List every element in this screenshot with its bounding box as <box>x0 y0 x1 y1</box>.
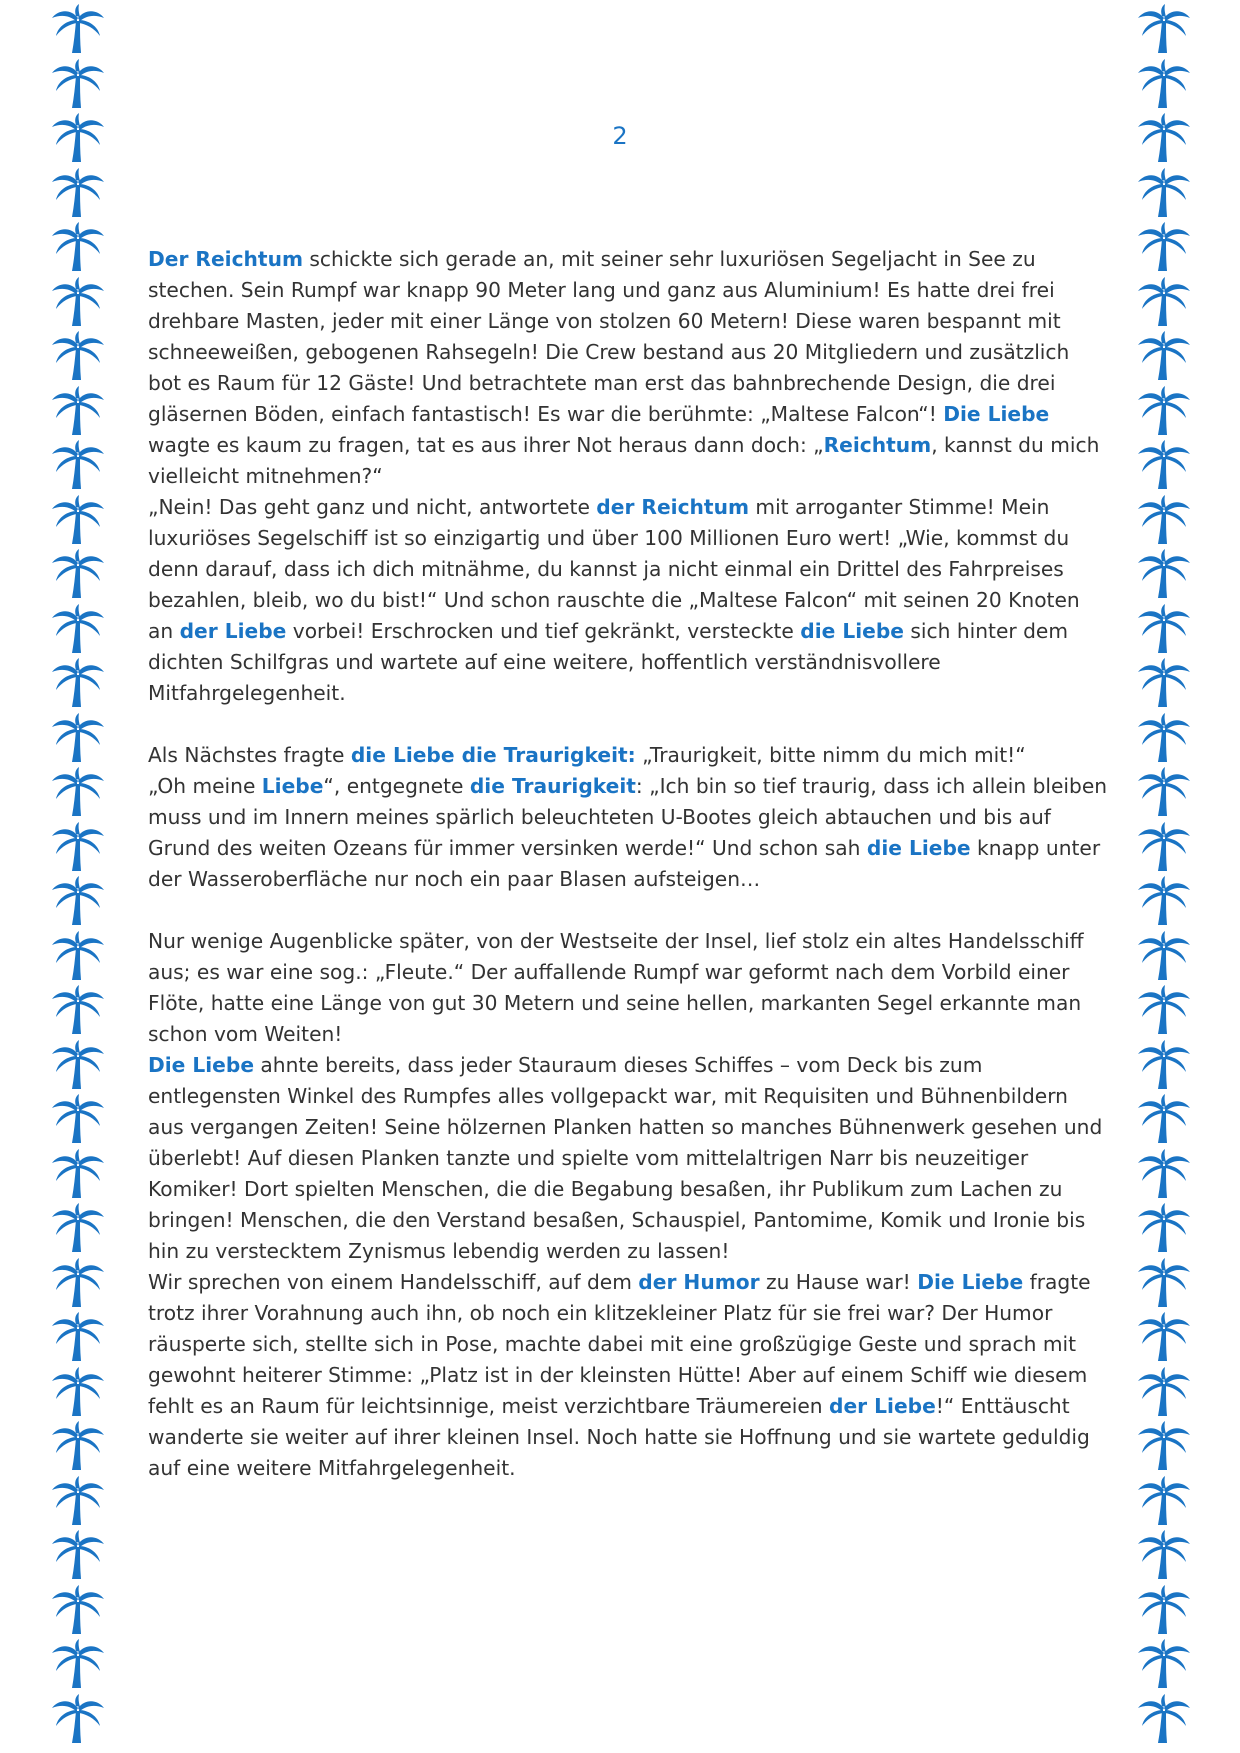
text-segment: zu Hause war! <box>759 1270 918 1294</box>
palm-tree-icon <box>1134 168 1194 218</box>
palm-tree-icon <box>1134 604 1194 654</box>
text-segment: vorbei! Erschrocken und tief gekränkt, versteckte <box>286 619 801 643</box>
palm-tree-icon <box>48 713 108 763</box>
palm-tree-icon <box>48 386 108 436</box>
palm-tree-icon <box>1134 386 1194 436</box>
highlighted-name: Liebe <box>261 774 324 798</box>
text-segment: sich hinter dem dichten Schilfgras und wartete auf eine weitere, hoffentlich verständnisvollere Mitfahrgelegenheit. <box>148 619 1069 705</box>
paragraph <box>148 771 1108 895</box>
palm-tree-icon <box>48 1149 108 1199</box>
palm-tree-icon <box>48 931 108 981</box>
palm-tree-icon <box>1134 4 1194 54</box>
text-segment: wagte es kaum zu fragen, tat es aus ihrer Not heraus dann doch: „ <box>148 433 824 457</box>
highlighted-name: die Liebe <box>800 619 904 643</box>
highlighted-name: der Humor <box>638 1270 760 1294</box>
palm-tree-icon <box>48 495 108 545</box>
palm-tree-icon <box>48 1476 108 1526</box>
palm-tree-icon <box>48 1367 108 1417</box>
text-segment: “, entgegnete <box>323 774 470 798</box>
palm-tree-icon <box>48 277 108 327</box>
palm-tree-icon <box>48 331 108 381</box>
text-segment: „Oh meine <box>148 774 262 798</box>
paragraph <box>148 740 1108 771</box>
palm-tree-icon <box>1134 767 1194 817</box>
palm-tree-icon <box>48 1421 108 1471</box>
paragraph-gap <box>148 895 1108 926</box>
palm-tree-icon <box>1134 1530 1194 1580</box>
palm-tree-icon <box>1134 1203 1194 1253</box>
text-segment: , kannst du mich vielleicht mitnehmen?“ <box>148 433 1100 488</box>
highlighted-name: die Liebe <box>866 836 971 860</box>
palm-tree-icon <box>1134 1149 1194 1199</box>
palm-tree-icon <box>1134 277 1194 327</box>
palm-tree-icon <box>48 1258 108 1308</box>
palm-tree-icon <box>1134 1476 1194 1526</box>
highlighted-name: der Liebe <box>179 619 287 643</box>
palm-tree-icon <box>48 822 108 872</box>
palm-tree-icon <box>1134 1639 1194 1689</box>
palm-tree-icon <box>48 4 108 54</box>
palm-tree-icon <box>48 604 108 654</box>
palm-tree-icon <box>1134 331 1194 381</box>
palm-tree-icon <box>48 1203 108 1253</box>
palm-tree-icon <box>48 1094 108 1144</box>
palm-tree-icon <box>1134 222 1194 272</box>
palm-tree-icon <box>1134 931 1194 981</box>
palm-tree-icon <box>1134 1421 1194 1471</box>
palm-tree-icon <box>48 767 108 817</box>
paragraph <box>148 1050 1108 1267</box>
highlighted-name: Die Liebe <box>943 402 1050 426</box>
palm-tree-icon <box>48 658 108 708</box>
palm-tree-icon <box>1134 59 1194 109</box>
palm-tree-icon <box>48 440 108 490</box>
palm-tree-icon <box>1134 495 1194 545</box>
palm-tree-icon <box>1134 876 1194 926</box>
palm-tree-icon <box>48 1694 108 1744</box>
palm-tree-icon <box>1134 822 1194 872</box>
palm-tree-icon <box>1134 1367 1194 1417</box>
highlighted-name: der Reichtum <box>596 495 749 519</box>
highlighted-name: Reichtum <box>823 433 932 457</box>
paragraph-gap <box>148 709 1108 740</box>
palm-tree-icon <box>1134 1585 1194 1635</box>
left-palm-border <box>48 0 108 1753</box>
text-segment: „Nein! Das geht ganz und nicht, antwortete <box>148 495 597 519</box>
paragraph <box>148 492 1108 709</box>
highlighted-name: der Liebe <box>829 1394 936 1418</box>
palm-tree-icon <box>1134 1040 1194 1090</box>
palm-tree-icon <box>48 1530 108 1580</box>
text-segment: : „Ich bin so tief traurig, dass ich allein bleiben muss und im Innern meines spärlich beleuchteten U-Bootes gleich abtauchen und bis auf Grund des weiten Ozeans für immer versinken werde!“ Und schon sah <box>148 774 1108 860</box>
palm-tree-icon <box>48 1312 108 1362</box>
paragraph <box>148 1267 1108 1484</box>
palm-tree-icon <box>1134 1258 1194 1308</box>
story-text <box>148 244 1108 1484</box>
text-segment: Nur wenige Augenblicke später, von der Westseite der Insel, lief stolz ein altes Handelsschiff aus; es war eine sog.: „Fleute.“ Der auffallende Rumpf war geformt nach dem Vorbild einer Flöte, hatte eine Länge von gut 30 Metern und seine hellen, markanten Segel erkannte man schon vom Weiten! <box>148 929 1084 1046</box>
right-palm-border <box>1134 0 1194 1753</box>
palm-tree-icon <box>48 168 108 218</box>
palm-tree-icon <box>1134 713 1194 763</box>
text-segment: fragte trotz ihrer Vorahnung auch ihn, ob noch ein klitzekleiner Platz für sie frei war? Der Humor räusperte sich, stellte sich in Pose, machte dabei mit eine großzügige Geste und sprach mit gewohnt heiterer Stimme: „Platz ist in der kleinsten Hütte! Aber auf einem Schiff wie diesem fehlt es an Raum für leichtsinnige, meist verzichtbare Träumereien <box>148 1270 1091 1418</box>
palm-tree-icon <box>48 1585 108 1635</box>
palm-tree-icon <box>1134 985 1194 1035</box>
palm-tree-icon <box>48 985 108 1035</box>
highlighted-name: die Liebe die Traurigkeit: <box>350 743 636 767</box>
page-number: 2 <box>612 122 628 150</box>
palm-tree-icon <box>48 1040 108 1090</box>
highlighted-name: Die Liebe <box>148 1053 255 1077</box>
palm-tree-icon <box>1134 440 1194 490</box>
palm-tree-icon <box>48 222 108 272</box>
palm-tree-icon <box>1134 1312 1194 1362</box>
palm-tree-icon <box>1134 658 1194 708</box>
paragraph <box>148 244 1108 492</box>
palm-tree-icon <box>48 549 108 599</box>
text-segment: knapp unter der Wasseroberfläche nur noch ein paar Blasen aufsteigen… <box>148 836 1101 891</box>
text-segment: schickte sich gerade an, mit seiner sehr luxuriösen Segeljacht in See zu stechen. Sein Rumpf war knapp 90 Meter lang und ganz aus Aluminium! Es hatte drei frei drehbare Masten, jeder mit einer Länge von stolzen 60 Metern! Diese waren bespannt mit schneeweißen, gebogenen Rahsegeln! Die Crew bestand aus 20 Mitgliedern und zusätzlich bot es Raum für 12 Gäste! Und betrachtete man erst das bahnbrechende Design, die drei gläsernen Böden, einfach fantastisch! Es war die berühmte: „Maltese Falcon“! <box>148 247 1070 426</box>
palm-tree-icon <box>1134 1694 1194 1744</box>
palm-tree-icon <box>1134 549 1194 599</box>
palm-tree-icon <box>48 1639 108 1689</box>
highlighted-name: Der Reichtum <box>148 247 303 271</box>
palm-tree-icon <box>48 876 108 926</box>
highlighted-name: Die Liebe <box>917 1270 1024 1294</box>
highlighted-name: die Traurigkeit <box>469 774 636 798</box>
text-segment: ahnte bereits, dass jeder Stauraum dieses Schiffes – vom Deck bis zum entlegensten Winkel des Rumpfes alles vollgepackt war, mit Requisiten und Bühnenbildern aus vergangen Zeiten! Seine hölzernen Planken hatten so manches Bühnenwerk gesehen und überlebt! Auf diesen Planken tanzte und spielte vom mittelaltrigen Narr bis neuzeitiger Komiker! Dort spielten Menschen, die die Begabung besaßen, ihr Publikum zum Lachen zu bringen! Menschen, die den Verstand besaßen, Schauspiel, Pantomime, Komik und Ironie bis hin zu verstecktem Zynismus lebendig werden zu lassen! <box>148 1053 1103 1263</box>
paragraph <box>148 926 1108 1050</box>
text-segment: mit arroganter Stimme! Mein luxuriöses Segelschiff ist so einzigartig und über 100 Millionen Euro wert! „Wie, kommst du denn darauf, dass ich dich mitnähme, du kannst ja nicht einmal ein Drittel des Fahrpreises bezahlen, bleib, wo du bist!“ Und schon rauschte die „Maltese Falcon“ mit seinen 20 Knoten an <box>148 495 1080 643</box>
palm-tree-icon <box>1134 1094 1194 1144</box>
text-segment: Wir sprechen von einem Handelsschiff, auf dem <box>148 1270 639 1294</box>
text-segment: „Traurigkeit, bitte nimm du mich mit!“ <box>635 743 1026 767</box>
text-segment: !“ Enttäuscht wanderte sie weiter auf ihrer kleinen Insel. Noch hatte sie Hoffnung und sie wartete geduldig auf eine weitere Mitfahrgelegenheit. <box>148 1394 1090 1480</box>
text-segment: Als Nächstes fragte <box>148 743 351 767</box>
palm-tree-icon <box>48 59 108 109</box>
